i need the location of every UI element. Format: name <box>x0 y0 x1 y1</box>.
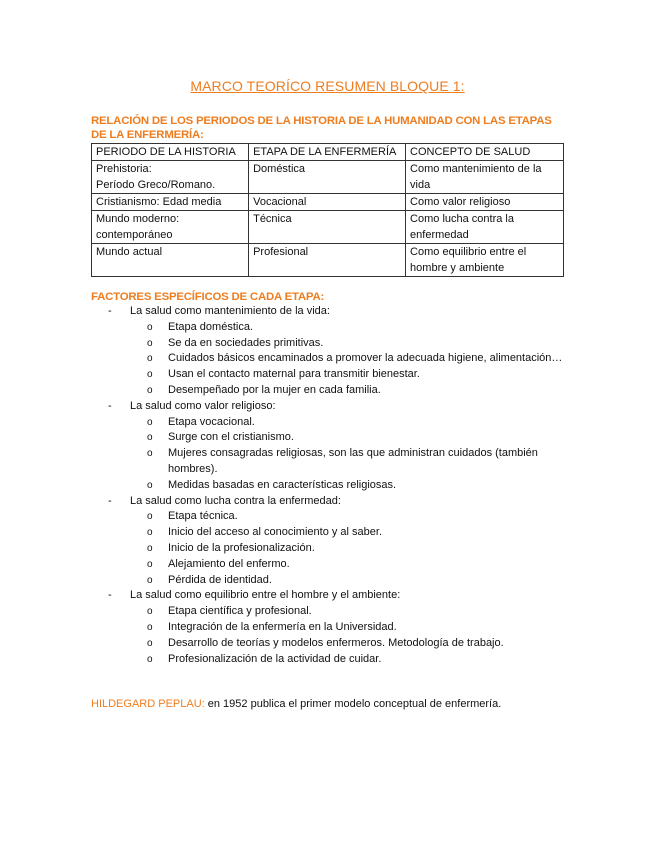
table-row <box>92 244 564 277</box>
list-item: o Mujeres consagradas religiosas, son las que administran cuidados (también hombres). <box>147 447 538 475</box>
bullet-marker: o <box>147 574 153 586</box>
table-cell: Como mantenimiento de la vida <box>406 161 564 194</box>
table-header-row <box>92 144 564 161</box>
list-item: o Etapa científica y profesional. <box>91 604 571 620</box>
table-cell: Prehistoria: Período Greco/Romano. <box>92 161 249 194</box>
list-item: o Profesionalización de la actividad de cuidar. <box>91 652 571 668</box>
column-header-stage: ETAPA DE LA ENFERMERÍA <box>249 144 406 161</box>
factors-list <box>91 304 571 667</box>
table-cell: Mundo actual <box>92 244 249 277</box>
bullet-marker: o <box>147 416 153 428</box>
bullet-marker: o <box>147 558 153 570</box>
table-row <box>92 211 564 244</box>
table-cell: Mundo moderno: contemporáneo <box>92 211 249 244</box>
bullet-marker: o <box>147 321 153 333</box>
column-header-health-concept: CONCEPTO DE SALUD <box>406 144 564 161</box>
page-title: MARCO TEORÍCO RESUMEN BLOQUE 1: <box>190 78 465 94</box>
bullet-marker: o <box>147 653 153 665</box>
section-heading-periods: RELACIÓN DE LOS PERIODOS DE LA HISTORIA DE LA HUMANIDAD CON LAS ETAPAS DE LA ENFERMERÍA: <box>91 115 552 141</box>
list-item: o Etapa doméstica. <box>91 320 571 336</box>
list-item: o Inicio del acceso al conocimiento y al saber. <box>91 525 571 541</box>
bullet-marker: o <box>147 621 153 633</box>
list-item: o Inicio de la profesionalización. <box>91 541 571 557</box>
section-heading-factors: FACTORES ESPECÍFICOS DE CADA ETAPA: <box>91 291 325 303</box>
column-header-period: PERIODO DE LA HISTORIA <box>92 144 249 161</box>
bullet-marker: o <box>147 479 153 491</box>
factor-heading: - La salud como lucha contra la enfermedad: <box>91 494 571 510</box>
footer-note <box>91 697 501 712</box>
list-item: o Surge con el cristianismo. <box>91 430 571 446</box>
table-cell: Como equilibrio entre el hombre y ambiente <box>406 244 564 277</box>
table-cell: Técnica <box>249 211 406 244</box>
bullet-marker: o <box>147 448 153 460</box>
table-row <box>92 161 564 194</box>
author-name: HILDEGARD PEPLAU: <box>91 698 205 710</box>
list-item: o Desempeñado por la mujer en cada familia. <box>91 383 571 399</box>
list-item: o Alejamiento del enfermo. <box>91 557 571 573</box>
list-item: o Usan el contacto maternal para transmitir bienestar. <box>91 367 571 383</box>
factor-heading: - La salud como mantenimiento de la vida: <box>91 304 571 320</box>
table-cell: Como lucha contra la enfermedad <box>406 211 564 244</box>
factor-heading: - La salud como valor religioso: <box>91 399 571 415</box>
list-item: o Desarrollo de teorías y modelos enfermeros. Metodología de trabajo. <box>91 636 571 652</box>
table-cell: Vocacional <box>249 194 406 211</box>
list-item: o Etapa vocacional. <box>91 415 571 431</box>
bullet-marker: o <box>147 369 153 381</box>
bullet-marker: o <box>147 637 153 649</box>
dash-marker: - <box>108 494 112 507</box>
list-item: o Pérdida de identidad. <box>91 573 571 589</box>
bullet-marker: o <box>147 511 153 523</box>
bullet-marker: o <box>147 606 153 618</box>
table-cell: Como valor religioso <box>406 194 564 211</box>
bullet-marker: o <box>147 527 153 539</box>
list-item: o Se da en sociedades primitivas. <box>91 336 571 352</box>
list-item: o Medidas basadas en características religiosas. <box>91 478 571 494</box>
table-cell: Doméstica <box>249 161 406 194</box>
periods-table <box>91 143 564 277</box>
bullet-marker: o <box>147 337 153 349</box>
dash-marker: - <box>108 399 112 412</box>
bullet-marker: o <box>147 542 153 554</box>
bullet-marker: o <box>147 384 153 396</box>
table-cell: Profesional <box>249 244 406 277</box>
bullet-marker: o <box>147 432 153 444</box>
bullet-marker: o <box>147 353 153 365</box>
table-row <box>92 194 564 211</box>
list-item: o Integración de la enfermería en la Universidad. <box>91 620 571 636</box>
table-cell: Cristianismo: Edad media <box>92 194 249 211</box>
author-note: en 1952 publica el primer modelo conceptual de enfermería. <box>207 698 502 710</box>
list-item: o Etapa técnica. <box>91 509 571 525</box>
dash-marker: - <box>108 305 112 317</box>
factor-heading: - La salud como equilibrio entre el hombre y el ambiente: <box>91 588 571 604</box>
dash-marker: - <box>108 589 112 602</box>
list-item: o Cuidados básicos encaminados a promover la adecuada higiene, alimentación… <box>91 351 571 367</box>
